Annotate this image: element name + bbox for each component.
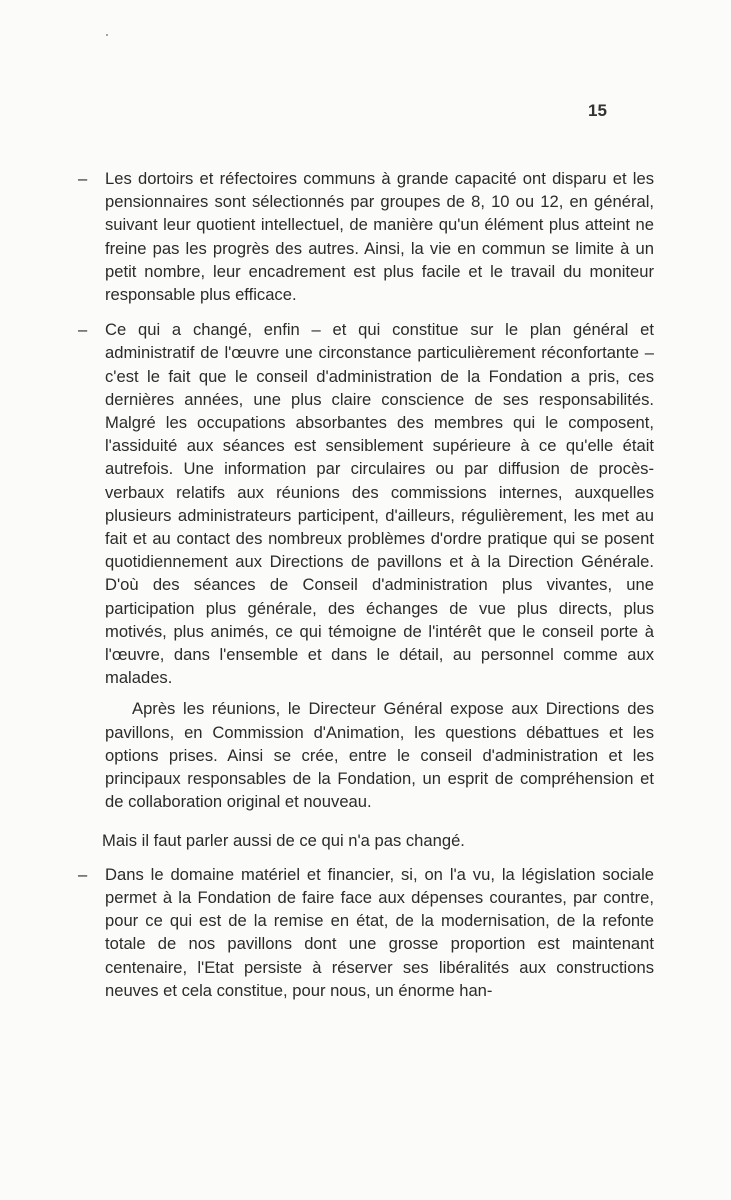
paragraph-conseil (78, 318, 654, 689)
paragraph-dortoirs (78, 167, 654, 306)
paper-speck (106, 34, 108, 36)
paragraph-text: Dans le domaine matériel et financier, si, on l'a vu, la législation sociale permet à la Fondation de faire face aux dépenses courantes, par contre, pour ce qui est de la remise en état, de la modernisation, de la refonte totale de nos pavillons dont une grosse proportion est maintenant centenaire, l'Etat persiste à réserver ses libéralités aux constructions neuves et cela constitue, pour nous, un énorme han- (105, 864, 654, 1000)
paragraph-text: Ce qui a changé, enfin – et qui constitue sur le plan général et administratif de l'œuvre une circonstance particulièrement réconfortante – c'est le fait que le conseil d'administration de la Fondation a pris, ces dernières années, une plus claire conscience de ses responsabilités. Malgré les occupations absorbantes des membres qui le composent, l'assiduité aux séances est sensiblement supérieure à ce qu'elle était autrefois. Une information par circulaires ou par diffusion de procès-verbaux relatifs aux réunions des commissions internes, auxquelles plusieurs administrateurs participent, d'ailleurs, régulièrement, les met au fait et au contact des nombreux problèmes d'ordre pratique qui se posent quotidiennement aux Directions de pavillons et à la Direction Générale. D'où des séances de Conseil d'administration plus vivantes, une participation plus générale, des échanges de vue plus directs, plus motivés, plus animés, ce qui témoigne de l'intérêt que le conseil porte à l'œuvre, dans l'ensemble et dans le détail, au personnel comme aux malades. (105, 320, 654, 688)
paragraph-financier (78, 863, 654, 1002)
list-dash: – (78, 864, 88, 884)
paragraph-text: Les dortoirs et réfectoires communs à grande capacité ont disparu et les pensionnaires sont sélectionnés par groupes de 8, 10 ou 12, en général, suivant leur quotient intellectuel, de manière qu'un élément plus atteint ne freine pas les progrès des autres. Ainsi, la vie en commun se limite à un petit nombre, leur encadrement est plus facile et le travail du moniteur responsable plus efficace. (105, 169, 654, 305)
list-dash: – (78, 320, 88, 340)
page-body (78, 167, 654, 1002)
list-dash: – (78, 169, 88, 188)
paragraph-reunions: Après les réunions, le Directeur Général expose aux Directions des pavillons, en Commission d'Animation, les questions débattues et les options prises. Ainsi se crée, entre le conseil d'administration et les principaux responsables de la Fondation, un esprit de compréhension et de collaboration original et nouveau. (105, 699, 654, 812)
page-number: 15 (588, 101, 607, 120)
paragraph-pas-change: Mais il faut parler aussi de ce qui n'a pas changé. (102, 831, 465, 851)
